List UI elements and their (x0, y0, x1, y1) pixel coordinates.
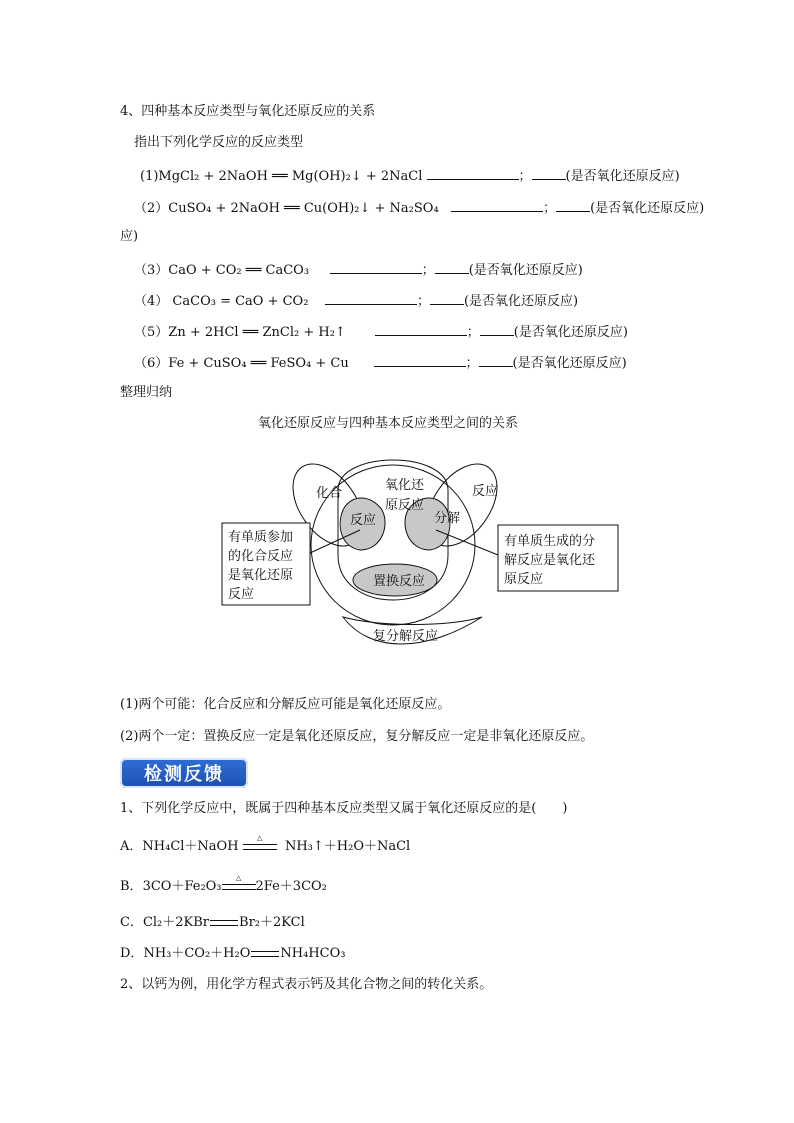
separator: ； (416, 294, 430, 309)
summary-point-1: (1)两个可能：化合反应和分解反应可能是氧化还原反应。 (120, 697, 451, 712)
question-2: 2、以钙为例，用化学方程式表示钙及其化合物之间的转化关系。 (120, 977, 493, 992)
answer-blank-type-6[interactable] (374, 352, 466, 367)
reaction-equation: CuSO₄ + 2NaOH ══ Cu(OH)₂↓ + Na₂SO₄ (168, 201, 439, 216)
option-letter: D． (120, 946, 144, 961)
equals-sign (210, 920, 238, 926)
option-d[interactable] (120, 945, 345, 963)
reaction-number: （4） (134, 294, 169, 309)
answer-blank-redox-2[interactable] (556, 197, 590, 212)
answer-blank-redox-6[interactable] (479, 352, 513, 367)
separator: ； (466, 325, 480, 340)
answer-blank-type-3[interactable] (330, 259, 422, 274)
left-box-line-4: 反应 (228, 587, 255, 602)
reaction-number: （6） (134, 356, 169, 371)
reaction-item-2 (134, 197, 704, 218)
option-a[interactable] (120, 834, 411, 856)
equals-sign (251, 951, 279, 957)
heat-condition: △ (256, 834, 263, 842)
reaction-equation: CaCO₃ = CaO + CO₂ (172, 294, 309, 309)
answer-blank-redox-1[interactable] (532, 165, 566, 180)
option-b[interactable] (120, 874, 327, 896)
answer-blank-redox-4[interactable] (430, 290, 464, 305)
reaction-equation: Fe + CuSO₄ ══ FeSO₄ + Cu (168, 356, 349, 371)
left-box-line-3: 是氧化还原 (228, 568, 294, 583)
reaction-equation: Zn + 2HCl ══ ZnCl₂ + H₂↑ (168, 325, 346, 340)
section-heading: 4、四种基本反应类型与氧化还原反应的关系 (120, 104, 376, 119)
option-a-reactants: NH₄Cl＋NaOH (142, 839, 239, 854)
reaction-item-6 (134, 352, 627, 373)
right-pointer (436, 530, 498, 555)
redox-note: (是否氧化还原反应) (590, 201, 705, 216)
question-1: 1、下列化学反应中，既属于四种基本反应类型又属于氧化还原反应的是( ) (120, 801, 568, 816)
heat-equals-sign (243, 834, 277, 856)
reaction-item-1 (140, 165, 680, 186)
separator: ； (543, 201, 557, 216)
reaction-item-4 (134, 290, 578, 311)
answer-blank-type-1[interactable] (427, 165, 519, 180)
label-double-decomposition: 复分解反应 (373, 629, 439, 644)
reaction-equation: CaO + CO₂ ══ CaCO₃ (168, 263, 310, 278)
option-b-products: 2Fe＋3CO₂ (255, 879, 327, 894)
redox-note: (是否氧化还原反应) (463, 294, 579, 309)
separator: ； (518, 169, 532, 184)
label-redox-2: 原反应 (385, 498, 425, 513)
right-box-line-2: 解反应是氧化还 (504, 553, 596, 568)
instruction-text: 指出下列化学反应的反应类型 (134, 135, 304, 150)
summary-heading: 整理归纳 (120, 385, 173, 400)
feedback-badge: 检测反馈 (120, 758, 248, 788)
reaction-item-3 (134, 259, 583, 280)
right-box-line-3: 原反应 (504, 572, 544, 587)
heat-condition: △ (235, 874, 242, 882)
option-c[interactable] (120, 914, 305, 932)
answer-blank-redox-5[interactable] (480, 321, 514, 336)
reaction-number: （2） (134, 201, 169, 216)
answer-blank-type-2[interactable] (451, 197, 543, 212)
option-letter: C． (120, 915, 143, 930)
option-b-reactants: 3CO＋Fe₂O₃ (142, 879, 222, 894)
redox-note: (是否氧化还原反应) (565, 169, 680, 184)
left-box-line-2: 的化合反应 (228, 549, 294, 564)
label-replacement: 置换反应 (373, 574, 426, 589)
redox-note: (是否氧化还原反应) (468, 263, 583, 278)
label-redox-1: 氧化还 (385, 478, 425, 493)
answer-blank-redox-3[interactable] (435, 259, 469, 274)
answer-blank-type-4[interactable] (325, 290, 417, 305)
option-c-reactants: Cl₂＋2KBr (142, 915, 210, 930)
reaction-number: （3） (134, 263, 169, 278)
separator: ； (421, 263, 435, 278)
answer-blank-type-5[interactable] (375, 321, 467, 336)
heat-equals-sign (222, 874, 256, 896)
label-decomposition-inner: 分解 (434, 511, 461, 526)
label-decomposition-outer: 反应 (472, 484, 499, 499)
option-letter: B． (120, 879, 143, 894)
redox-note: (是否氧化还原反应) (513, 325, 628, 340)
option-a-products: NH₃↑＋H₂O＋NaCl (284, 839, 411, 854)
summary-point-2: (2)两个一定：置换反应一定是氧化还原反应，复分解反应一定是非氧化还原反应。 (120, 729, 594, 744)
option-d-reactants: NH₃＋CO₂＋H₂O (143, 946, 251, 961)
venn-diagram (210, 455, 630, 660)
label-combination-inner: 反应 (350, 513, 377, 528)
option-d-products: NH₄HCO₃ (280, 946, 346, 961)
reaction-item-5 (134, 321, 628, 342)
redox-note: (是否氧化还原反应) (512, 356, 627, 371)
option-c-products: Br₂＋2KCl (239, 915, 305, 930)
separator: ； (465, 356, 479, 371)
reaction-number: (1) (140, 169, 159, 184)
left-box-line-1: 有单质参加 (228, 530, 294, 545)
reaction-equation: MgCl₂ + 2NaOH ══ Mg(OH)₂↓ + 2NaCl (158, 169, 423, 184)
reaction-number: （5） (134, 325, 169, 340)
wrapped-note-tail: 应) (120, 229, 139, 244)
label-combination-outer: 化合 (316, 486, 343, 501)
right-box-line-1: 有单质生成的分 (504, 534, 596, 549)
option-letter: A． (120, 839, 143, 854)
diagram-title: 氧化还原反应与四种基本反应类型之间的关系 (258, 416, 519, 431)
